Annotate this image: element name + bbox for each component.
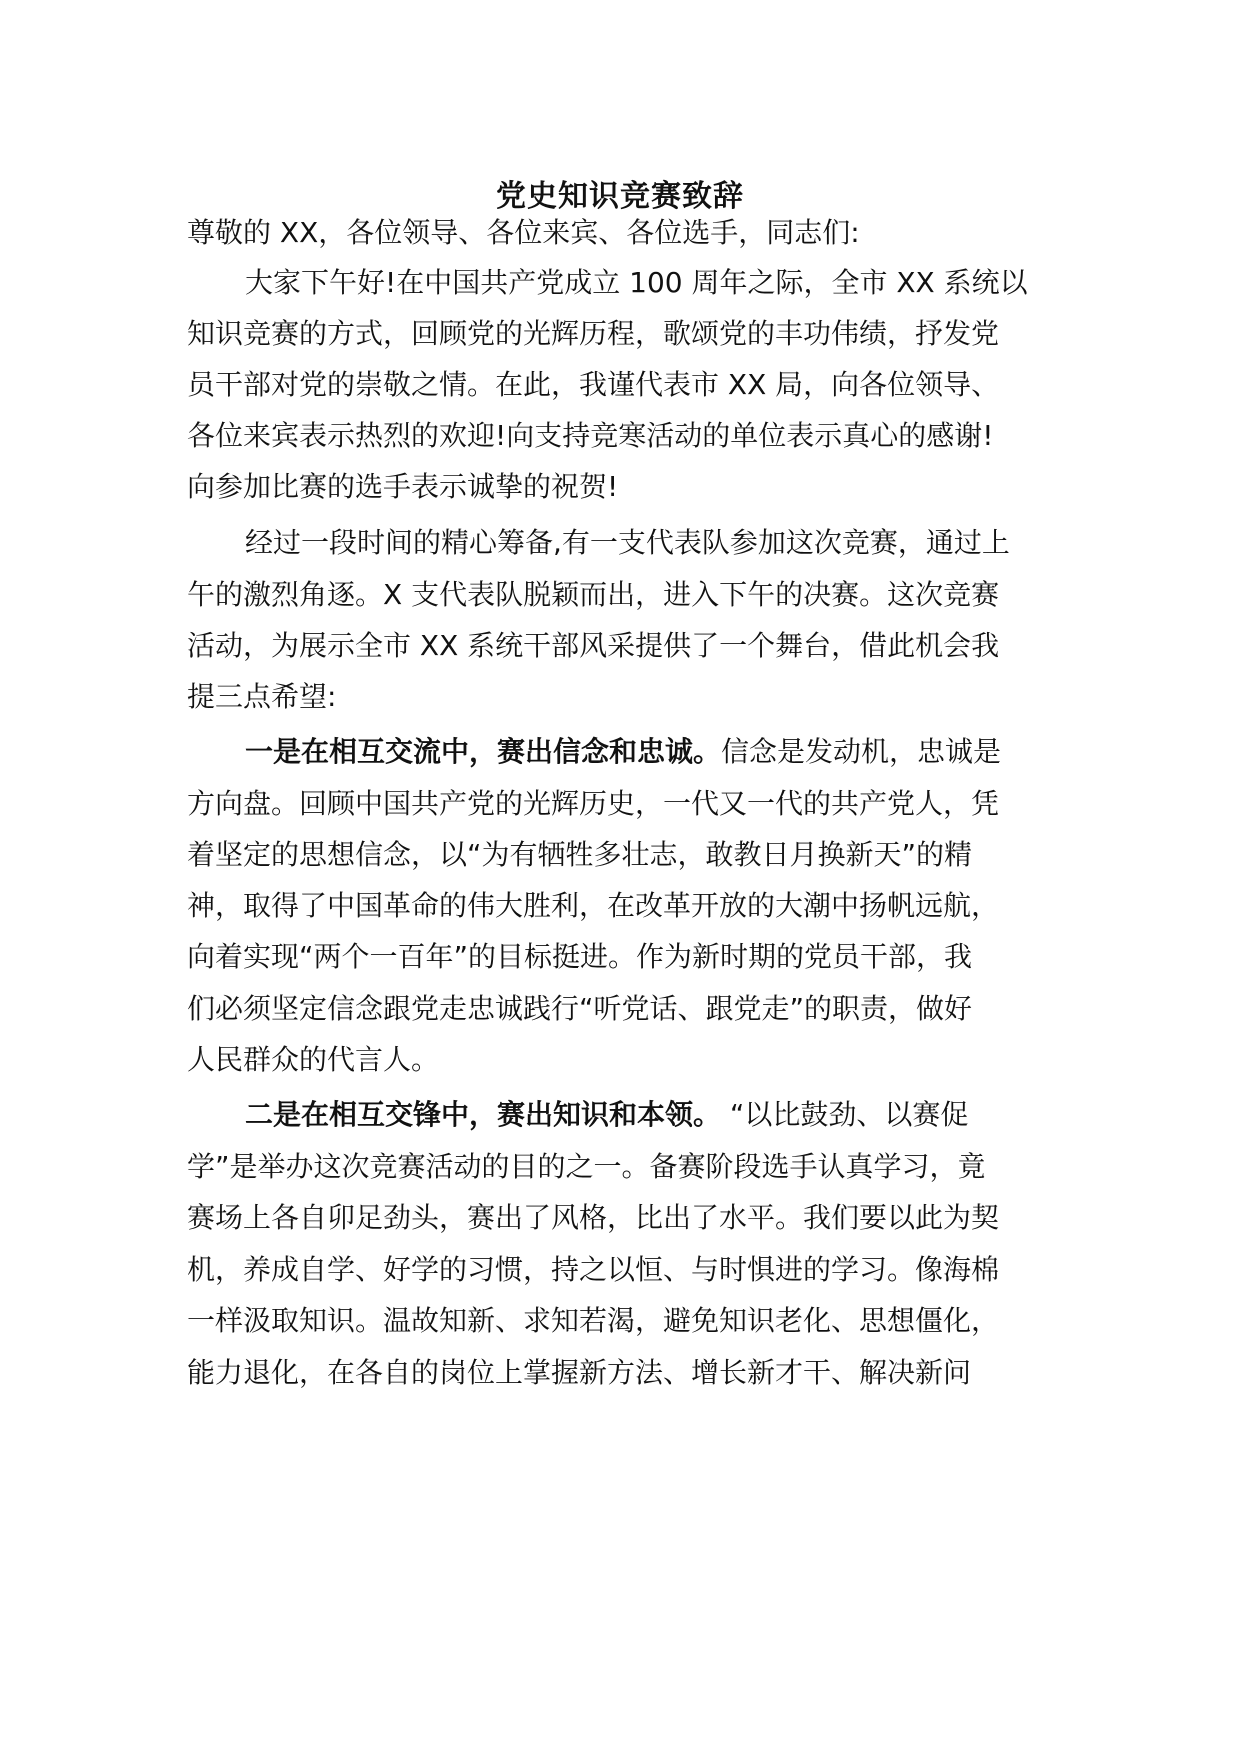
point-one-text: 信念是发动机，忠诚是 bbox=[721, 735, 1002, 768]
paragraph-1-line: 员干部对党的崇敬之情。在此，我谨代表市 XX 局，向各位领导、 bbox=[187, 368, 1000, 401]
paragraph-4-line: 赛场上各自卯足劲头，赛出了风格，比出了水平。我们要以此为契 bbox=[187, 1201, 1000, 1234]
point-two-heading: 二是在相互交锋中，赛出知识和本领。 bbox=[245, 1098, 722, 1131]
paragraph-2-line: 提三点希望: bbox=[187, 680, 337, 713]
paragraph-4-first-line bbox=[187, 1090, 1115, 1140]
paragraph-4-line: 学”是举办这次竞赛活动的目的之一。备赛阶段选手认真学习，竟 bbox=[187, 1150, 986, 1183]
paragraph-4-line: 机，养成自学、好学的习惯，持之以恒、与时惧进的学习。像海棉 bbox=[187, 1253, 1000, 1286]
paragraph-3-line: 向着实现“两个一百年”的目标挺进。作为新时期的党员干部，我 bbox=[187, 940, 973, 973]
paragraph-2-line: 经过一段时间的精心筹备,有一支代表队参加这次竞赛，通过上 bbox=[245, 526, 1010, 559]
point-one-heading: 一是在相互交流中，赛出信念和忠诚。 bbox=[245, 735, 722, 768]
paragraph-3-line: 人民群众的代言人。 bbox=[187, 1043, 440, 1076]
paragraph-2-line: 午的激烈角逐。X 支代表队脱颖而出，进入下午的决赛。这次竞赛 bbox=[187, 578, 1000, 611]
paragraph-3-first-line bbox=[187, 727, 1115, 777]
point-two-text: “以比鼓劲、以赛促 bbox=[721, 1098, 969, 1131]
paragraph-3-line: 着坚定的思想信念，以“为有牺牲多壮志，敢教日月换新天”的精 bbox=[187, 838, 973, 871]
paragraph-1-line: 各位来宾表示热烈的欢迎!向支持竞寒活动的单位表示真心的感谢! bbox=[187, 419, 994, 452]
paragraph-3-line: 方向盘。回顾中国共产党的光辉历史，一代又一代的共产党人，凭 bbox=[187, 787, 1000, 820]
paragraph-3-line: 们必须坚定信念跟党走忠诚践行“听党话、跟党走”的职责，做好 bbox=[187, 992, 973, 1025]
paragraph-4-line: 一样汲取知识。温故知新、求知若渴，避免知识老化、思想僵化， bbox=[187, 1304, 1000, 1337]
paragraph-1-line: 知识竞赛的方式，回顾党的光辉历程，歌颂党的丰功伟绩，抒发党 bbox=[187, 317, 1000, 350]
salutation: 尊敬的 XX，各位领导、各位来宾、各位选手，同志们: bbox=[187, 216, 860, 249]
document-title: 党史知识竞赛致辞 bbox=[496, 179, 744, 214]
paragraph-4-line: 能力退化，在各自的岗位上掌握新方法、增长新才干、解决新问 bbox=[187, 1356, 972, 1389]
paragraph-2-line: 活动，为展示全市 XX 系统干部风采提供了一个舞台，借此机会我 bbox=[187, 629, 1000, 662]
paragraph-3-line: 神，取得了中国革命的伟大胜利，在改革开放的大潮中扬帆远航， bbox=[187, 889, 1000, 922]
paragraph-1-line: 大家下午好!在中国共产党成立 100 周年之际，全市 XX 系统以 bbox=[245, 266, 1028, 299]
paragraph-1-line: 向参加比赛的选手表示诚挚的祝贺! bbox=[187, 470, 619, 503]
